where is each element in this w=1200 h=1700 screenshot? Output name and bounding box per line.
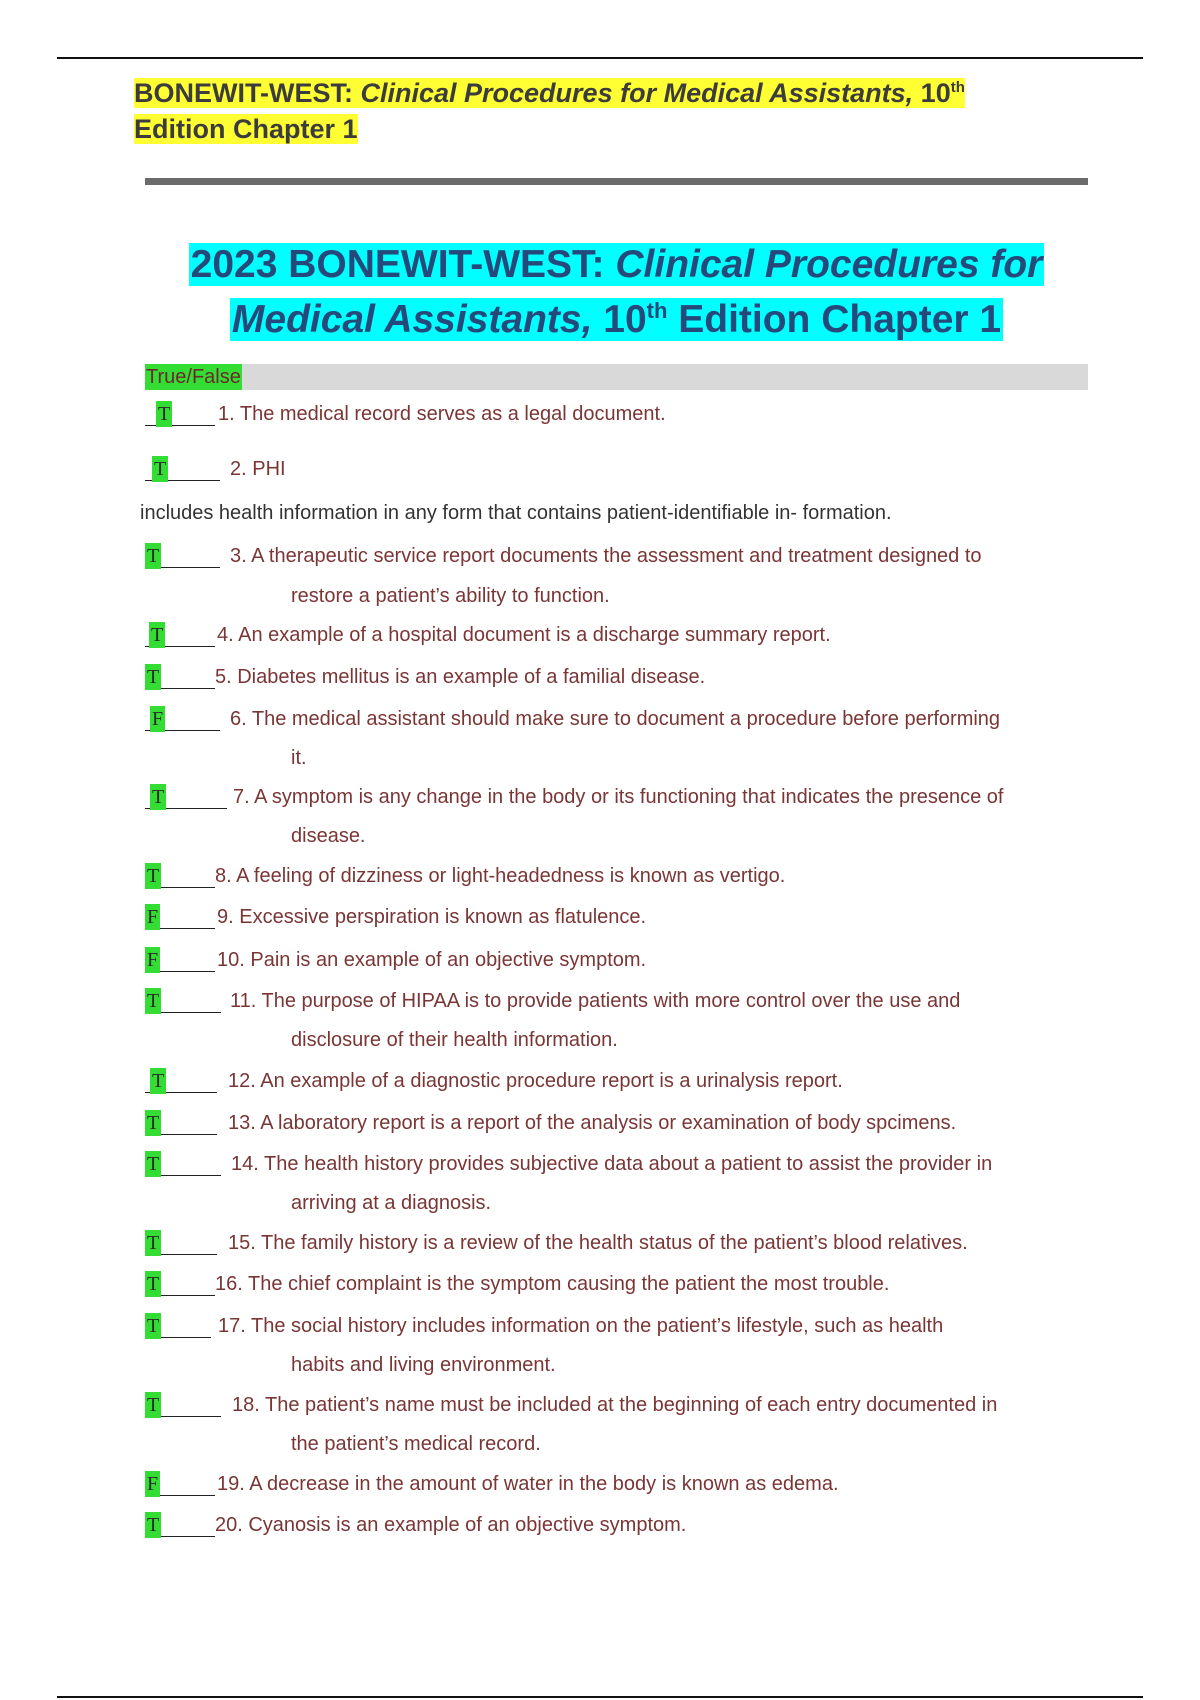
section-label: True/False (146, 366, 241, 388)
question-item (0, 401, 1200, 427)
question-text: 5. Diabetes mellitus is an example of a familial disease. (215, 666, 706, 688)
answer-mark: T (147, 1315, 160, 1337)
question-text: 9. Excessive perspiration is known as flatulence. (217, 906, 647, 928)
question-item (0, 1471, 1200, 1497)
answer-blank (145, 863, 215, 889)
question-text-continuation: disease. (291, 825, 366, 847)
bottom-rule (57, 1696, 1143, 1698)
answer-blank (145, 1230, 217, 1256)
answer-mark: T (147, 1153, 160, 1175)
question-item (0, 543, 1200, 569)
question-text: 4. An example of a hospital document is a discharge summary report. (217, 624, 831, 646)
question-item (0, 947, 1200, 973)
question-item (0, 1230, 1200, 1256)
answer-mark: T (147, 666, 160, 688)
section-header-bar (145, 364, 1088, 390)
question-item (0, 988, 1200, 1014)
answer-blank (145, 1471, 215, 1497)
answer-mark: F (147, 906, 159, 928)
question-text-continuation: habits and living environment. (291, 1354, 556, 1376)
answer-mark: T (151, 624, 164, 646)
question-text: 17. The social history includes information on the patient’s lifestyle, such as health (218, 1315, 944, 1337)
answer-mark: T (158, 403, 171, 425)
answer-mark: F (147, 1473, 159, 1495)
question-item (0, 1271, 1200, 1297)
header-title: BONEWIT-WEST: Clinical Procedures for Medical Assistants, 10th Edition Chapter 1 (134, 78, 965, 144)
answer-blank (145, 947, 215, 973)
question-text-continuation: restore a patient’s ability to function. (291, 585, 610, 607)
question-text: 6. The medical assistant should make sure to document a procedure before performing (230, 708, 1001, 730)
top-rule (57, 57, 1143, 59)
section-divider (145, 178, 1088, 185)
question-text: 8. A feeling of dizziness or light-headedness is known as vertigo. (215, 865, 786, 887)
question-item (0, 1110, 1200, 1136)
answer-mark: T (147, 1232, 160, 1254)
question-item (0, 1512, 1200, 1538)
question-text: 20. Cyanosis is an example of an objective symptom. (215, 1514, 687, 1536)
answer-mark: T (147, 1273, 160, 1295)
question-text: 14. The health history provides subjective data about a patient to assist the provider in (231, 1153, 993, 1175)
answer-mark: T (147, 1514, 160, 1536)
question-item (0, 1151, 1200, 1177)
answer-blank (145, 456, 220, 482)
answer-mark: F (152, 708, 164, 730)
question-item (0, 863, 1200, 889)
question-text: 7. A symptom is any change in the body or its functioning that indicates the presence of (233, 786, 1004, 808)
answer-blank (145, 543, 220, 569)
answer-mark: T (147, 865, 160, 887)
answer-mark: T (147, 1394, 160, 1416)
question-text: 12. An example of a diagnostic procedure report is a urinalysis report. (228, 1070, 843, 1092)
answer-blank (145, 622, 215, 648)
question-item (0, 456, 1200, 482)
answer-blank (145, 988, 221, 1014)
page-title: 2023 BONEWIT-WEST: Clinical Procedures for Medical Assistants, 10th Edition Chapter 1 (190, 243, 1043, 341)
answer-mark: T (147, 545, 160, 567)
answer-mark: T (147, 1112, 160, 1134)
question-text: 3. A therapeutic service report documents the assessment and treatment designed to (230, 545, 982, 567)
answer-blank (145, 1392, 221, 1418)
question-text: 13. A laboratory report is a report of the analysis or examination of body spcimens. (228, 1112, 957, 1134)
question-item (0, 1313, 1200, 1339)
answer-blank (145, 904, 215, 930)
answer-blank (145, 784, 227, 810)
question-text: 11. The purpose of HIPAA is to provide patients with more control over the use and (230, 990, 961, 1012)
question-text: 15. The family history is a review of the health status of the patient’s blood relatives. (228, 1232, 968, 1254)
answer-blank (145, 706, 220, 732)
answer-blank (145, 1110, 217, 1136)
question-text: 10. Pain is an example of an objective symptom. (217, 949, 647, 971)
answer-mark: T (152, 786, 165, 808)
question-text-continuation: the patient’s medical record. (291, 1433, 541, 1455)
question-item (0, 1068, 1200, 1094)
question-item (0, 784, 1200, 810)
question-item (0, 904, 1200, 930)
question-item (0, 706, 1200, 732)
answer-blank (145, 1068, 217, 1094)
question-text: 18. The patient’s name must be included at the beginning of each entry documented in (232, 1394, 998, 1416)
answer-mark: T (152, 1070, 165, 1092)
answer-blank (145, 1151, 221, 1177)
question-item (0, 664, 1200, 690)
question-text: 16. The chief complaint is the symptom causing the patient the most trouble. (215, 1273, 890, 1295)
answer-mark: F (147, 949, 159, 971)
question-text: 19. A decrease in the amount of water in the body is known as edema. (217, 1473, 839, 1495)
answer-mark: T (147, 990, 160, 1012)
question-text-continuation: it. (291, 747, 307, 769)
question-text-continuation: disclosure of their health information. (291, 1029, 618, 1051)
answer-mark: T (154, 458, 167, 480)
answer-blank (145, 664, 215, 690)
answer-blank (145, 401, 215, 427)
answer-blank (145, 1512, 215, 1538)
phi-continuation-text: includes health information in any form that contains patient-identifiable in- formation. (140, 502, 892, 524)
answer-blank (145, 1271, 215, 1297)
question-item (0, 1392, 1200, 1418)
question-text: 2. PHI (230, 458, 286, 480)
question-item (0, 622, 1200, 648)
answer-blank (145, 1313, 211, 1339)
question-text-continuation: arriving at a diagnosis. (291, 1192, 492, 1214)
question-text: 1. The medical record serves as a legal document. (218, 403, 666, 425)
